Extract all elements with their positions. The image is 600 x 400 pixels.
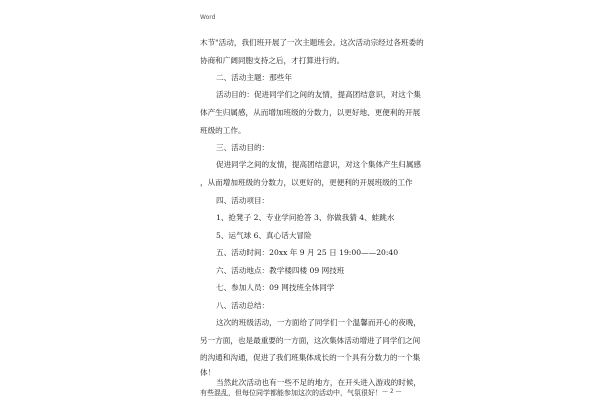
section-heading: 八、活动总结： bbox=[216, 301, 270, 310]
paragraph-line: 协商和广阔同胞支持之后，才打算进行的。 bbox=[200, 56, 345, 65]
header-label: Word bbox=[200, 14, 216, 21]
section-heading: 七、参加人员：09 网技班全体同学 bbox=[216, 283, 335, 292]
paragraph-line: 体！ bbox=[200, 368, 216, 377]
paragraph-line: 体产生归属感，从而增加班级的分数力，以更好地、更便利的开展 bbox=[200, 108, 421, 117]
paragraph-line: 活动目的：促进同学们之间的友情，提高团结意识，对这个集 bbox=[216, 90, 422, 99]
section-heading: 六、活动地点：教学楼四楼 09 网技班 bbox=[216, 266, 345, 275]
section-heading: 二、活动主题：那些年 bbox=[216, 73, 292, 82]
paragraph-line: ，从而增加班级的分数力，以更好的，更便利的开展班级的工作 bbox=[200, 178, 413, 187]
paragraph-line: 当然此次活动也有一些不足的地方，在开头进入游戏的时候， bbox=[216, 378, 422, 387]
list-item: 1、抢凳子 2、专业学问抢答 3、你做我猜 4、蛙跳水 bbox=[216, 213, 395, 222]
paragraph-line: 促进同学之间的友情，提高团结意识，对这个集体产生归属感 bbox=[216, 160, 422, 169]
list-item: 5、运气球 6、真心话大冒险 bbox=[216, 231, 312, 240]
paragraph-line: 这次的班级活动，一方面给了同学们一个温馨而开心的夜晚， bbox=[216, 318, 422, 327]
page-number: — 2 — bbox=[382, 388, 402, 395]
paragraph-line: 另一方面，也是最重要的一方面，这次集体活动增进了同学们之间 bbox=[200, 336, 421, 345]
section-heading: 三、活动目的： bbox=[216, 143, 270, 152]
paragraph-line: 班级的工作。 bbox=[200, 126, 246, 135]
paragraph-line: 的沟通和沟通，促进了我们班集体成长的一个具有分数力的一个集 bbox=[200, 353, 421, 362]
paragraph-line: 木节"活动，我们班开展了一次主题班会。这次活动宗经过各班委的 bbox=[200, 38, 424, 47]
section-heading: 五、活动时间：20xx 年 9 月 25 日 19:00——20:40 bbox=[216, 248, 399, 257]
paragraph-line: 有些混乱，但每位同学都能参加这次的活动中，气氛很好！ bbox=[200, 389, 382, 397]
section-heading: 四、活动项目： bbox=[216, 196, 270, 205]
